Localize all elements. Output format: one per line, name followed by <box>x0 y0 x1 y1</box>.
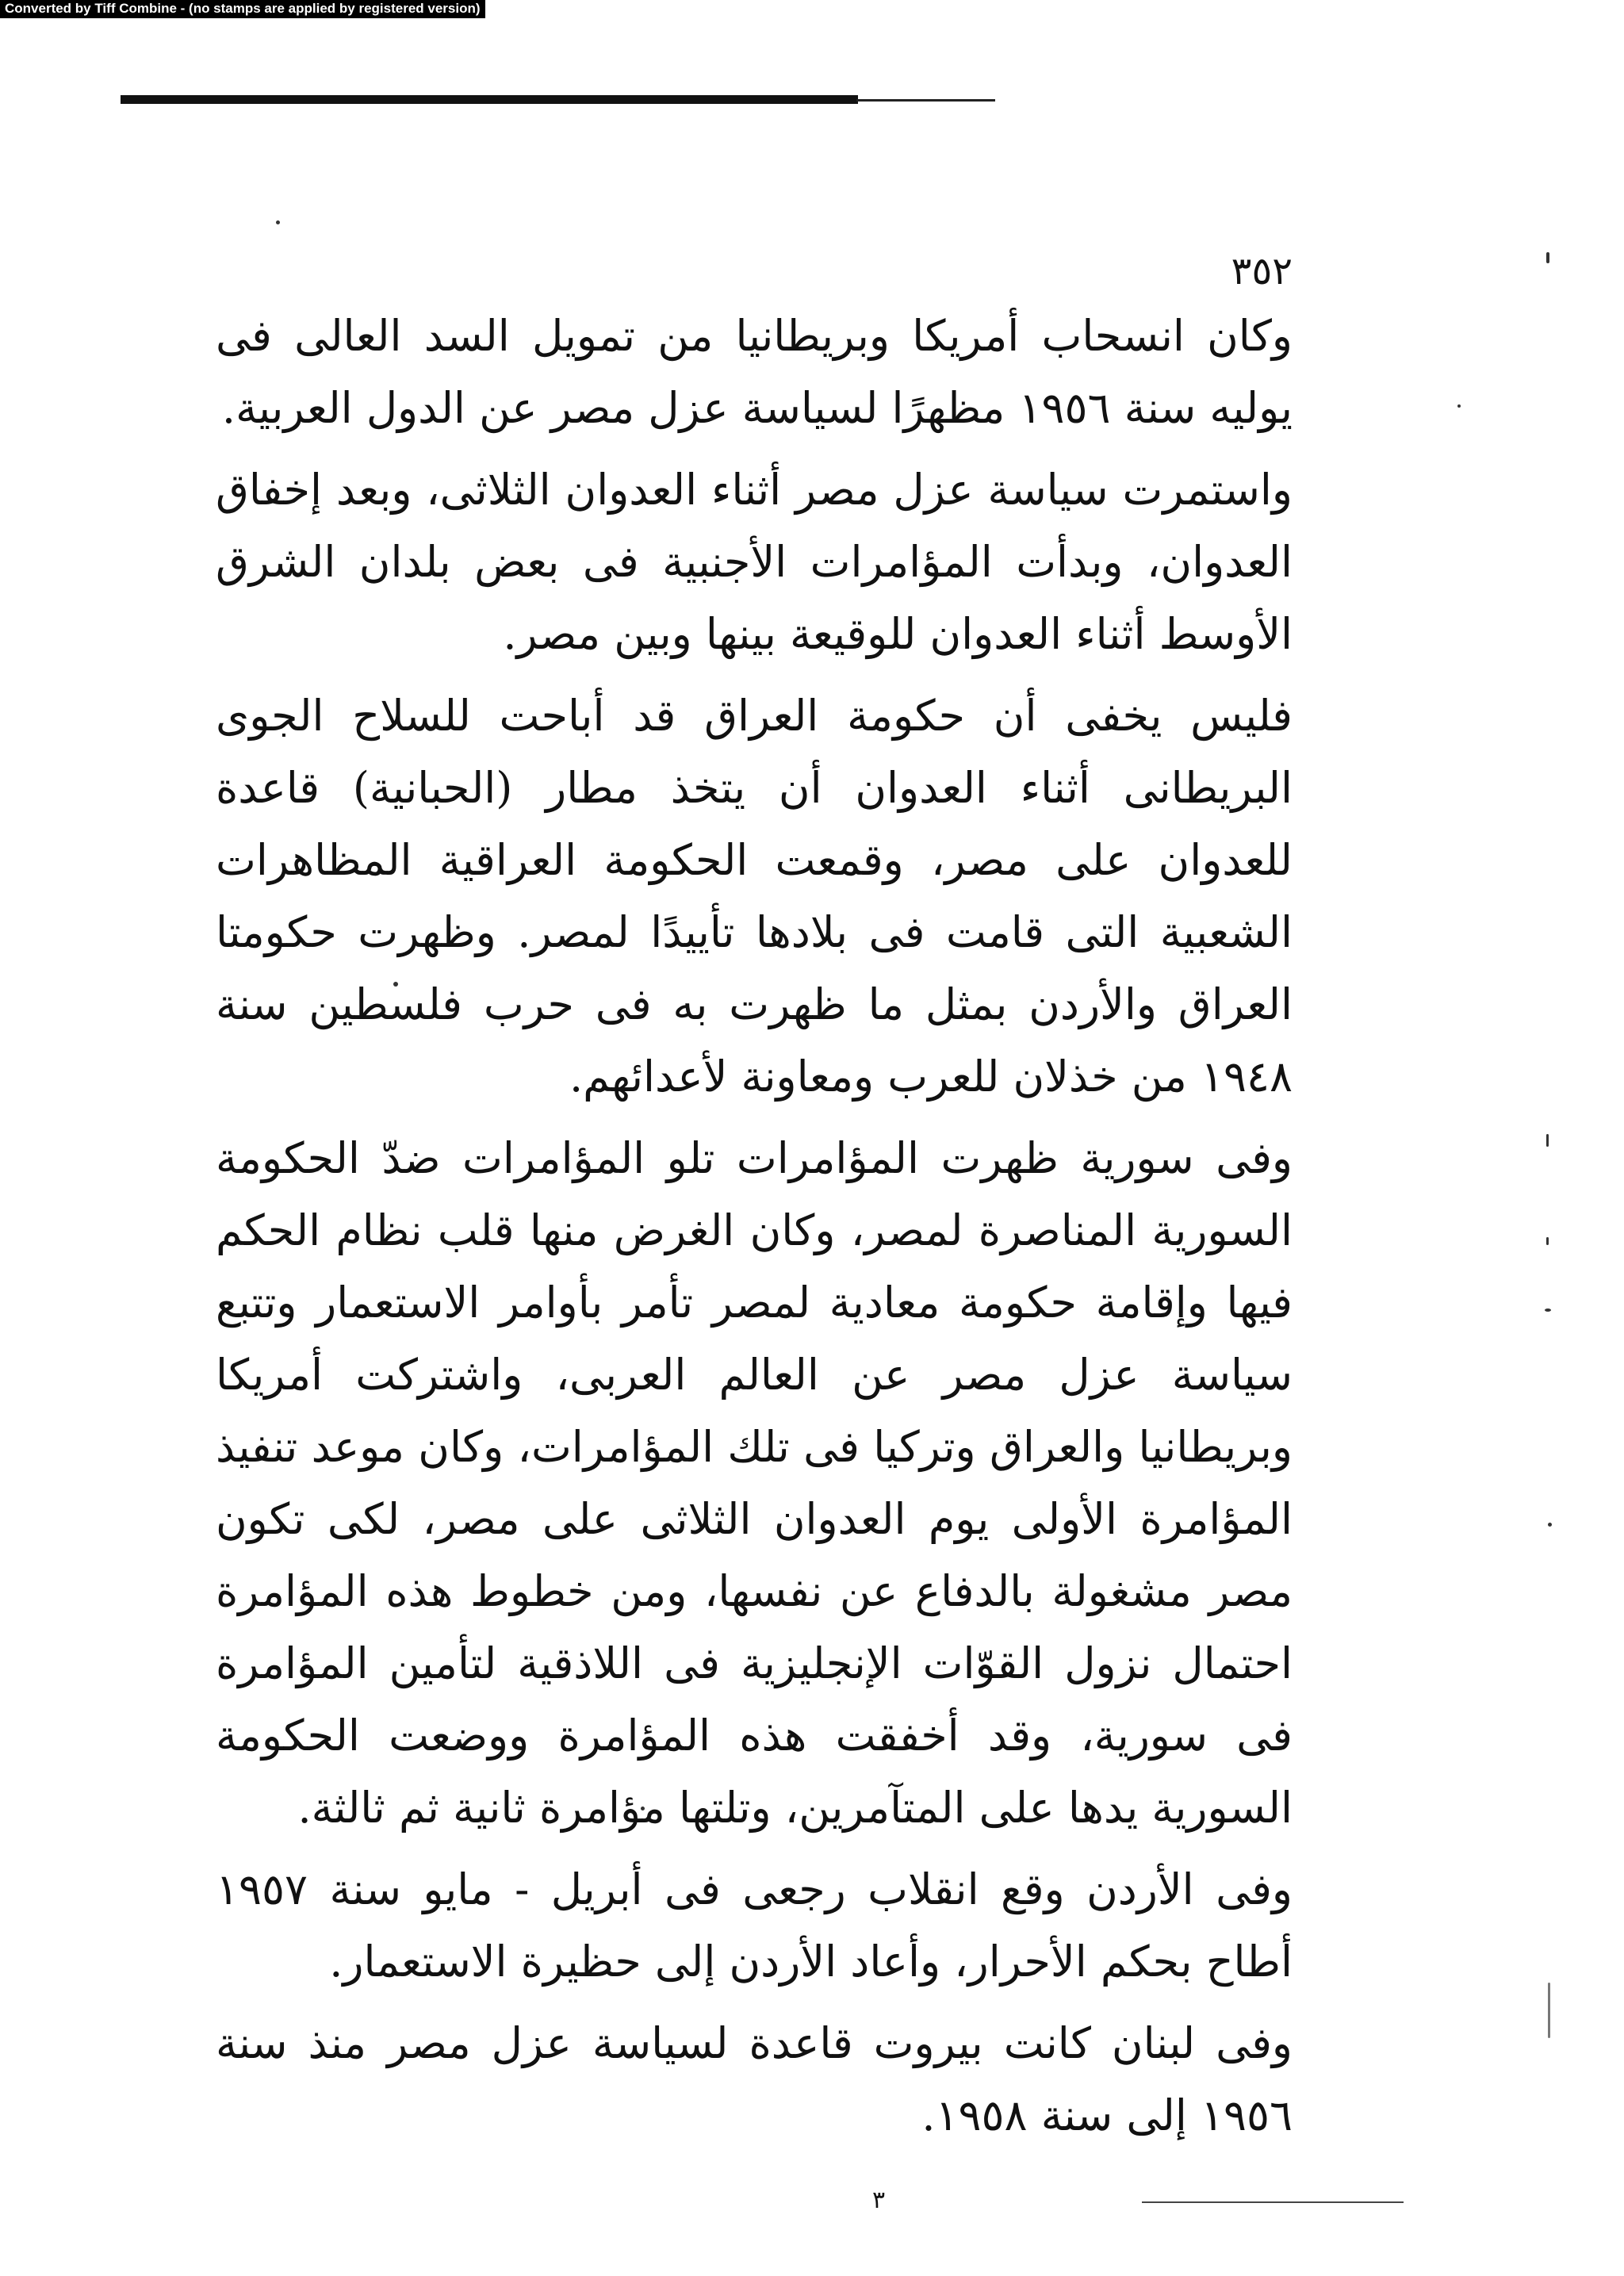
bottom-rule <box>1142 2201 1404 2203</box>
paragraph: وفى الأردن وقع انقلاب رجعى فى أبريل - مايو سنة ١٩٥٧ أطاح بحكم الأحرار، وأعاد الأردن إلى حظيرة الاستعمار. <box>216 1864 1293 1987</box>
page-number: ٣٥٢ <box>1231 249 1293 293</box>
scan-speck <box>1545 1309 1551 1312</box>
scan-speck <box>1546 252 1549 263</box>
top-rule-extension <box>856 99 995 102</box>
scan-speck <box>1457 404 1461 408</box>
scan-speck <box>1548 1983 1550 2038</box>
scan-speck <box>1546 1134 1549 1147</box>
body-text <box>216 300 1293 2161</box>
paragraph: وكان انسحاب أمريكا وبريطانيا من تمويل السد العالى فى يوليه سنة ١٩٥٦ مظهرًا لسياسة عزل مصر عن الدول العربية. <box>216 311 1293 433</box>
bottom-page-mark: ٣ <box>872 2186 886 2214</box>
top-rule <box>121 95 858 104</box>
paragraph: فليس يخفى أن حكومة العراق قد أباحت للسلاح الجوى البريطانى أثناء العدوان أن يتخذ مطار (الحبانية) قاعدة للعدوان على مصر، وقمعت الحكومة العراقية المظاهرات الشعبية التى قامت فى بلادها تأييدًا لمصر. وظهرت حكومتا العراق والأردن بمثل ما ظهرت به فى حرب فلسطين سنة ١٩٤٨ من خذلان للعرب ومعاونة لأعدائهم. <box>216 691 1293 1102</box>
converter-banner: Converted by Tiff Combine - (no stamps are applied by registered version) <box>0 0 485 18</box>
scan-speck <box>276 220 280 224</box>
scan-speck <box>1548 1523 1552 1527</box>
paragraph: وفى لبنان كانت بيروت قاعدة لسياسة عزل مصر منذ سنة ١٩٥٦ إلى سنة ١٩٥٨. <box>216 2018 1293 2140</box>
paragraph: واستمرت سياسة عزل مصر أثناء العدوان الثلاثى، وبعد إخفاق العدوان، وبدأت المؤامرات الأجنبية فى بعض بلدان الشرق الأوسط أثناء العدوان للوقيعة بينها وبين مصر. <box>216 465 1293 659</box>
paragraph: وفى سورية ظهرت المؤامرات تلو المؤامرات ضدّ الحكومة السورية المناصرة لمصر، وكان الغرض منها قلب نظام الحكم فيها وإقامة حكومة معادية لمصر تأمر بأوامر الاستعمار وتتبع سياسة عزل مصر عن العالم العربى، واشتركت أمريكا وبريطانيا والعراق وتركيا فى تلك المؤامرات، وكان موعد تنفيذ المؤامرة الأولى يوم العدوان الثلاثى على مصر، لكى تكون مصر مشغولة بالدفاع عن نفسها، ومن خطوط هذه المؤامرة احتمال نزول القوّات الإنجليزية فى اللاذقية لتأمين المؤامرة فى سورية، وقد أخفقت هذه المؤامرة ووضعت الحكومة السورية يدها على المتآمرين، وتلتها مؤامرة ثانية ثم ثالثة. <box>216 1133 1293 1833</box>
scan-speck <box>1546 1237 1549 1245</box>
